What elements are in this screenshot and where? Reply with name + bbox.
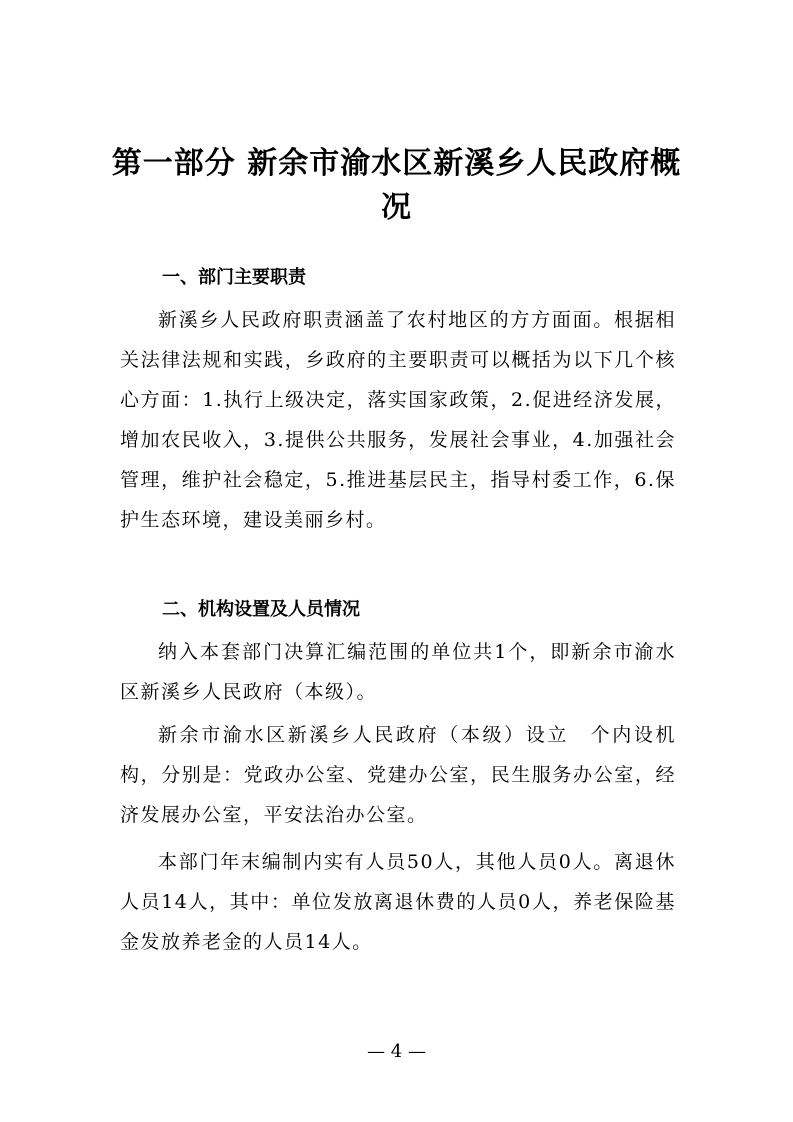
organization-paragraph-staff: 本部门年末编制内实有人员50人，其他人员0人。离退休人员14人，其中：单位发放离退休费的人员0人，养老保险基金发放养老金的人员14人。 <box>120 851 676 953</box>
duties-paragraph: 新溪乡人民政府职责涵盖了农村地区的方方面面。根据相关法律法规和实践，乡政府的主要职责可以概括为以下几个核心方面：1.执行上级决定，落实国家政策，2.促进经济发展，增加农民收入，3.提供公共服务，发展社会事业，4.加强社会管理，维护社会稳定，5.推进基层民主，指导村委工作，6.保护生态环境，建设美丽乡村。 <box>120 309 676 531</box>
page-number: — 4 — <box>367 1041 426 1062</box>
page-title: 第一部分 新余市渝水区新溪乡人民政府概况 <box>111 146 682 225</box>
section-heading-organization: 二、机构设置及人员情况 <box>162 599 360 620</box>
organization-paragraph-departments: 新余市渝水区新溪乡人民政府（本级）设立 个内设机构，分别是：党政办公室、党建办公室，民生服务办公室，经济发展办公室，平安法治办公室。 <box>120 724 676 826</box>
section-heading-duties: 一、部门主要职责 <box>162 267 306 288</box>
organization-paragraph-scope: 纳入本套部门决算汇编范围的单位共1个，即新余市渝水区新溪乡人民政府（本级）。 <box>120 641 676 703</box>
